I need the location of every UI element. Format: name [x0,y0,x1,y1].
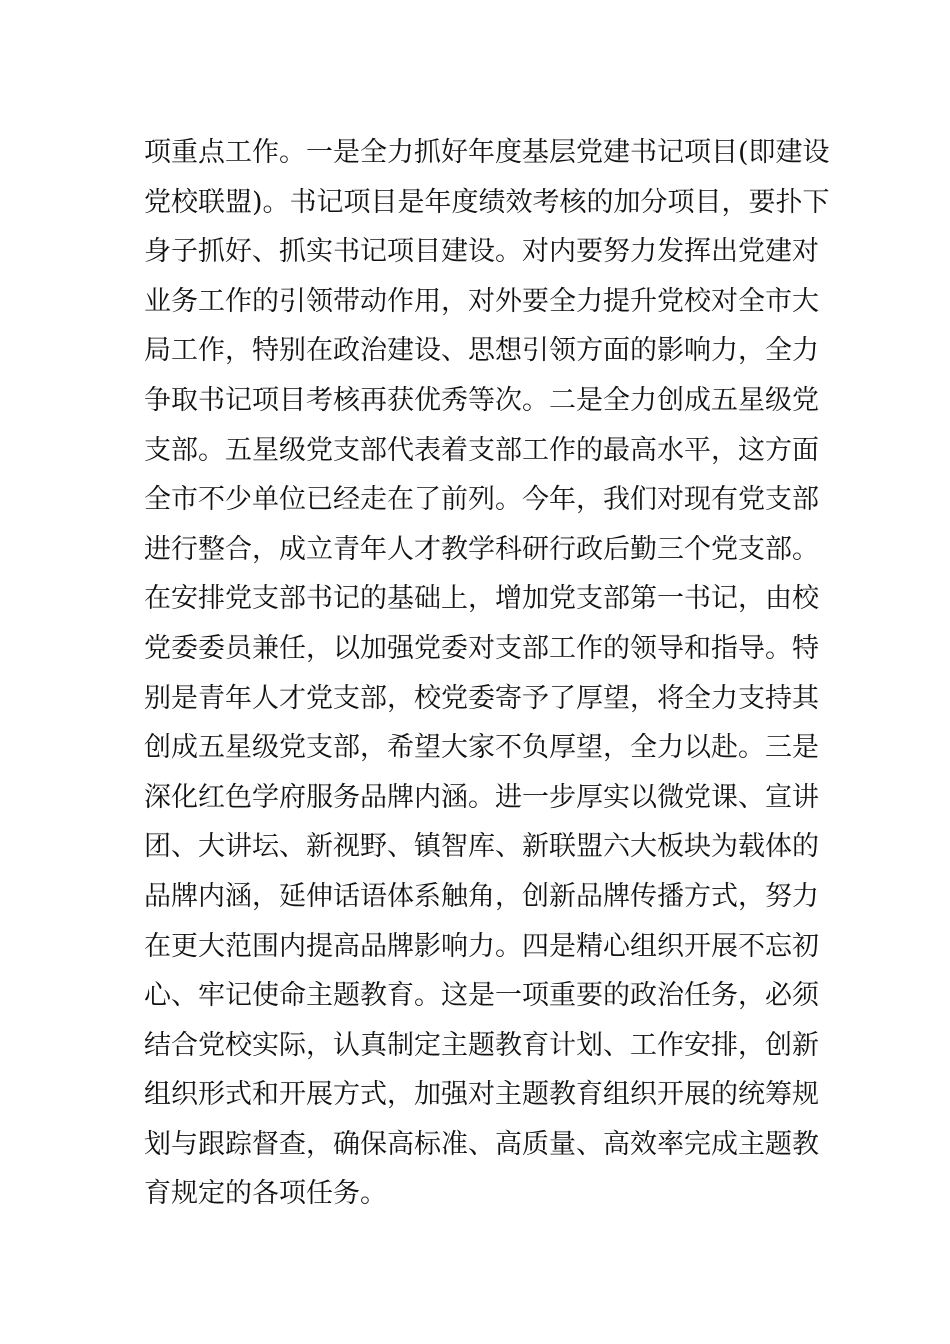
body-text [144,128,830,1219]
text-line: 别是青年人才党支部，校党委寄予了厚望，将全力支持其 [144,682,819,714]
text-line: 进行整合，成立青年人才教学科研行政后勤三个党支部。 [144,533,819,565]
text-line: 党校联盟)。书记项目是年度绩效考核的加分项目，要扑下 [144,186,830,218]
text-line: 党委委员兼任，以加强党委对支部工作的领导和指导。特 [144,632,819,664]
text-line: 业务工作的引领带动作用，对外要全力提升党校对全市大 [144,285,819,317]
text-line: 局工作，特别在政治建设、思想引领方面的影响力，全力 [144,335,819,367]
text-line: 争取书记项目考核再获优秀等次。二是全力创成五星级党 [144,384,819,416]
text-line: 划与跟踪督查，确保高标准、高质量、高效率完成主题教 [144,1128,819,1160]
text-line: 结合党校实际，认真制定主题教育计划、工作安排，创新 [144,1029,819,1061]
text-line: 团、大讲坛、新视野、镇智库、新联盟六大板块为载体的 [144,831,819,863]
text-line: 在更大范围内提高品牌影响力。四是精心组织开展不忘初 [144,930,819,962]
text-line: 创成五星级党支部，希望大家不负厚望，全力以赴。三是 [144,732,819,764]
text-line: 深化红色学府服务品牌内涵。进一步厚实以微党课、宣讲 [144,781,819,813]
text-line: 全市不少单位已经走在了前列。今年，我们对现有党支部 [144,484,819,516]
text-line: 心、牢记使命主题教育。这是一项重要的政治任务，必须 [144,980,819,1012]
text-line: 组织形式和开展方式，加强对主题教育组织开展的统筹规 [144,1079,819,1111]
text-line: 育规定的各项任务。 [144,1178,387,1210]
text-line: 支部。五星级党支部代表着支部工作的最高水平，这方面 [144,434,819,466]
text-line: 品牌内涵，延伸话语体系触角，创新品牌传播方式，努力 [144,880,819,912]
text-line: 在安排党支部书记的基础上，增加党支部第一书记，由校 [144,583,819,615]
text-line: 身子抓好、抓实书记项目建设。对内要努力发挥出党建对 [144,236,819,268]
text-line: 项重点工作。一是全力抓好年度基层党建书记项目(即建设 [144,137,830,168]
